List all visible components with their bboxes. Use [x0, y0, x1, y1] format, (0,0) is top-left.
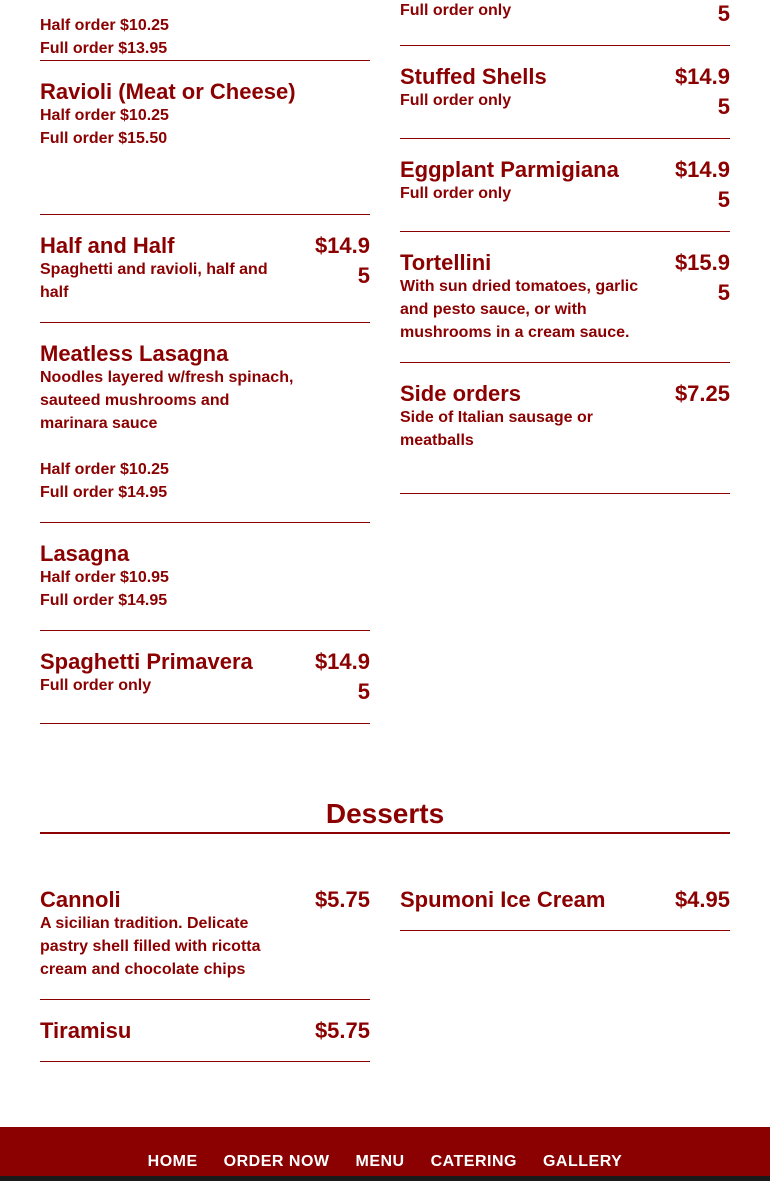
menu-item-meatless-lasagna	[40, 339, 370, 523]
item-price: $14.95	[674, 64, 730, 119]
option-full: Full order $14.95	[40, 592, 168, 609]
item-description	[40, 258, 300, 304]
item-name: Half and Half	[40, 233, 175, 258]
section-divider	[40, 832, 730, 834]
item-options	[400, 0, 660, 22]
option-full: Full order $15.50	[40, 130, 168, 147]
spacer	[40, 435, 300, 458]
menu-item	[400, 0, 730, 46]
item-description	[40, 912, 300, 981]
item-options	[40, 14, 370, 60]
item-options	[40, 566, 370, 612]
nav-link-order-now[interactable]: ORDER NOW	[223, 1153, 330, 1170]
description-text: Side of Italian sausage or meatballs	[400, 409, 593, 449]
item-options	[40, 674, 300, 697]
description-text: Spaghetti and ravioli, half and half	[40, 261, 268, 301]
nav-link-catering[interactable]: CATERING	[430, 1153, 517, 1170]
item-name: Side orders	[400, 381, 522, 406]
option-full: Full order only	[40, 677, 152, 694]
menu-item-eggplant-parmigiana	[400, 155, 730, 232]
menu-item-cannoli	[40, 885, 370, 1000]
item-name: Lasagna	[40, 541, 130, 566]
item-options	[400, 89, 660, 112]
item-name: Stuffed Shells	[400, 64, 547, 89]
item-name: Ravioli (Meat or Cheese)	[40, 79, 296, 104]
item-price: $5.75	[314, 887, 370, 912]
menu-item-tiramisu	[40, 1016, 370, 1062]
item-name: Eggplant Parmigiana	[400, 157, 619, 182]
option-full: Full order only	[400, 185, 512, 202]
nav-link-gallery[interactable]: GALLERY	[542, 1153, 623, 1170]
menu-item-tortellini	[400, 248, 730, 363]
item-price: $14.95	[314, 233, 370, 288]
item-description	[400, 406, 630, 452]
menu-item-ravioli	[40, 77, 370, 215]
item-price: $14.95	[674, 157, 730, 212]
description-text: Noodles layered w/fresh spinach, sauteed mushrooms and marinara sauce	[40, 369, 294, 432]
item-name: Spumoni Ice Cream	[400, 887, 606, 912]
option-half: Half order $10.25	[40, 17, 169, 34]
description-text: With sun dried tomatoes, garlic and pesto sauce, or with mushrooms in a cream sauce.	[400, 278, 639, 341]
option-full: Full order $14.95	[40, 484, 168, 501]
option-full: Full order only	[400, 92, 512, 109]
menu-item-spumoni	[400, 885, 730, 931]
nav-link-menu[interactable]: MENU	[355, 1153, 405, 1170]
item-price: 5	[717, 1, 730, 26]
option-full: Full order $13.95	[40, 40, 168, 57]
item-name: Tortellini	[400, 250, 492, 275]
description-text: A sicilian tradition. Delicate pastry shell filled with ricotta cream and chocolate chips	[40, 915, 261, 978]
footer-strip	[0, 1176, 770, 1181]
item-options	[400, 182, 660, 205]
option-half: Half order $10.95	[40, 569, 169, 586]
menu-item-spaghetti-primavera	[40, 647, 370, 724]
item-description	[40, 366, 300, 504]
menu-item-half-and-half	[40, 231, 370, 323]
menu-item-stuffed-shells	[400, 62, 730, 139]
menu-item-lasagna	[40, 539, 370, 631]
footer-nav	[0, 1152, 770, 1172]
item-price: $5.75	[314, 1018, 370, 1043]
item-name: Spaghetti Primavera	[40, 649, 253, 674]
item-name: Cannoli	[40, 887, 121, 912]
option-half: Half order $10.25	[40, 461, 169, 478]
option-full: Full order only	[400, 2, 512, 19]
option-half: Half order $10.25	[40, 107, 169, 124]
item-description	[400, 275, 660, 344]
nav-link-home[interactable]: HOME	[147, 1153, 198, 1170]
item-name: Meatless Lasagna	[40, 341, 229, 366]
item-price: $7.25	[674, 381, 730, 406]
item-name: Tiramisu	[40, 1018, 132, 1043]
menu-item-side-orders	[400, 379, 730, 494]
item-price: $15.95	[674, 250, 730, 305]
item-options	[40, 104, 370, 150]
section-title-desserts: Desserts	[325, 798, 445, 829]
item-price: $4.95	[674, 887, 730, 912]
menu-item	[40, 0, 370, 61]
item-price: $14.95	[314, 649, 370, 704]
